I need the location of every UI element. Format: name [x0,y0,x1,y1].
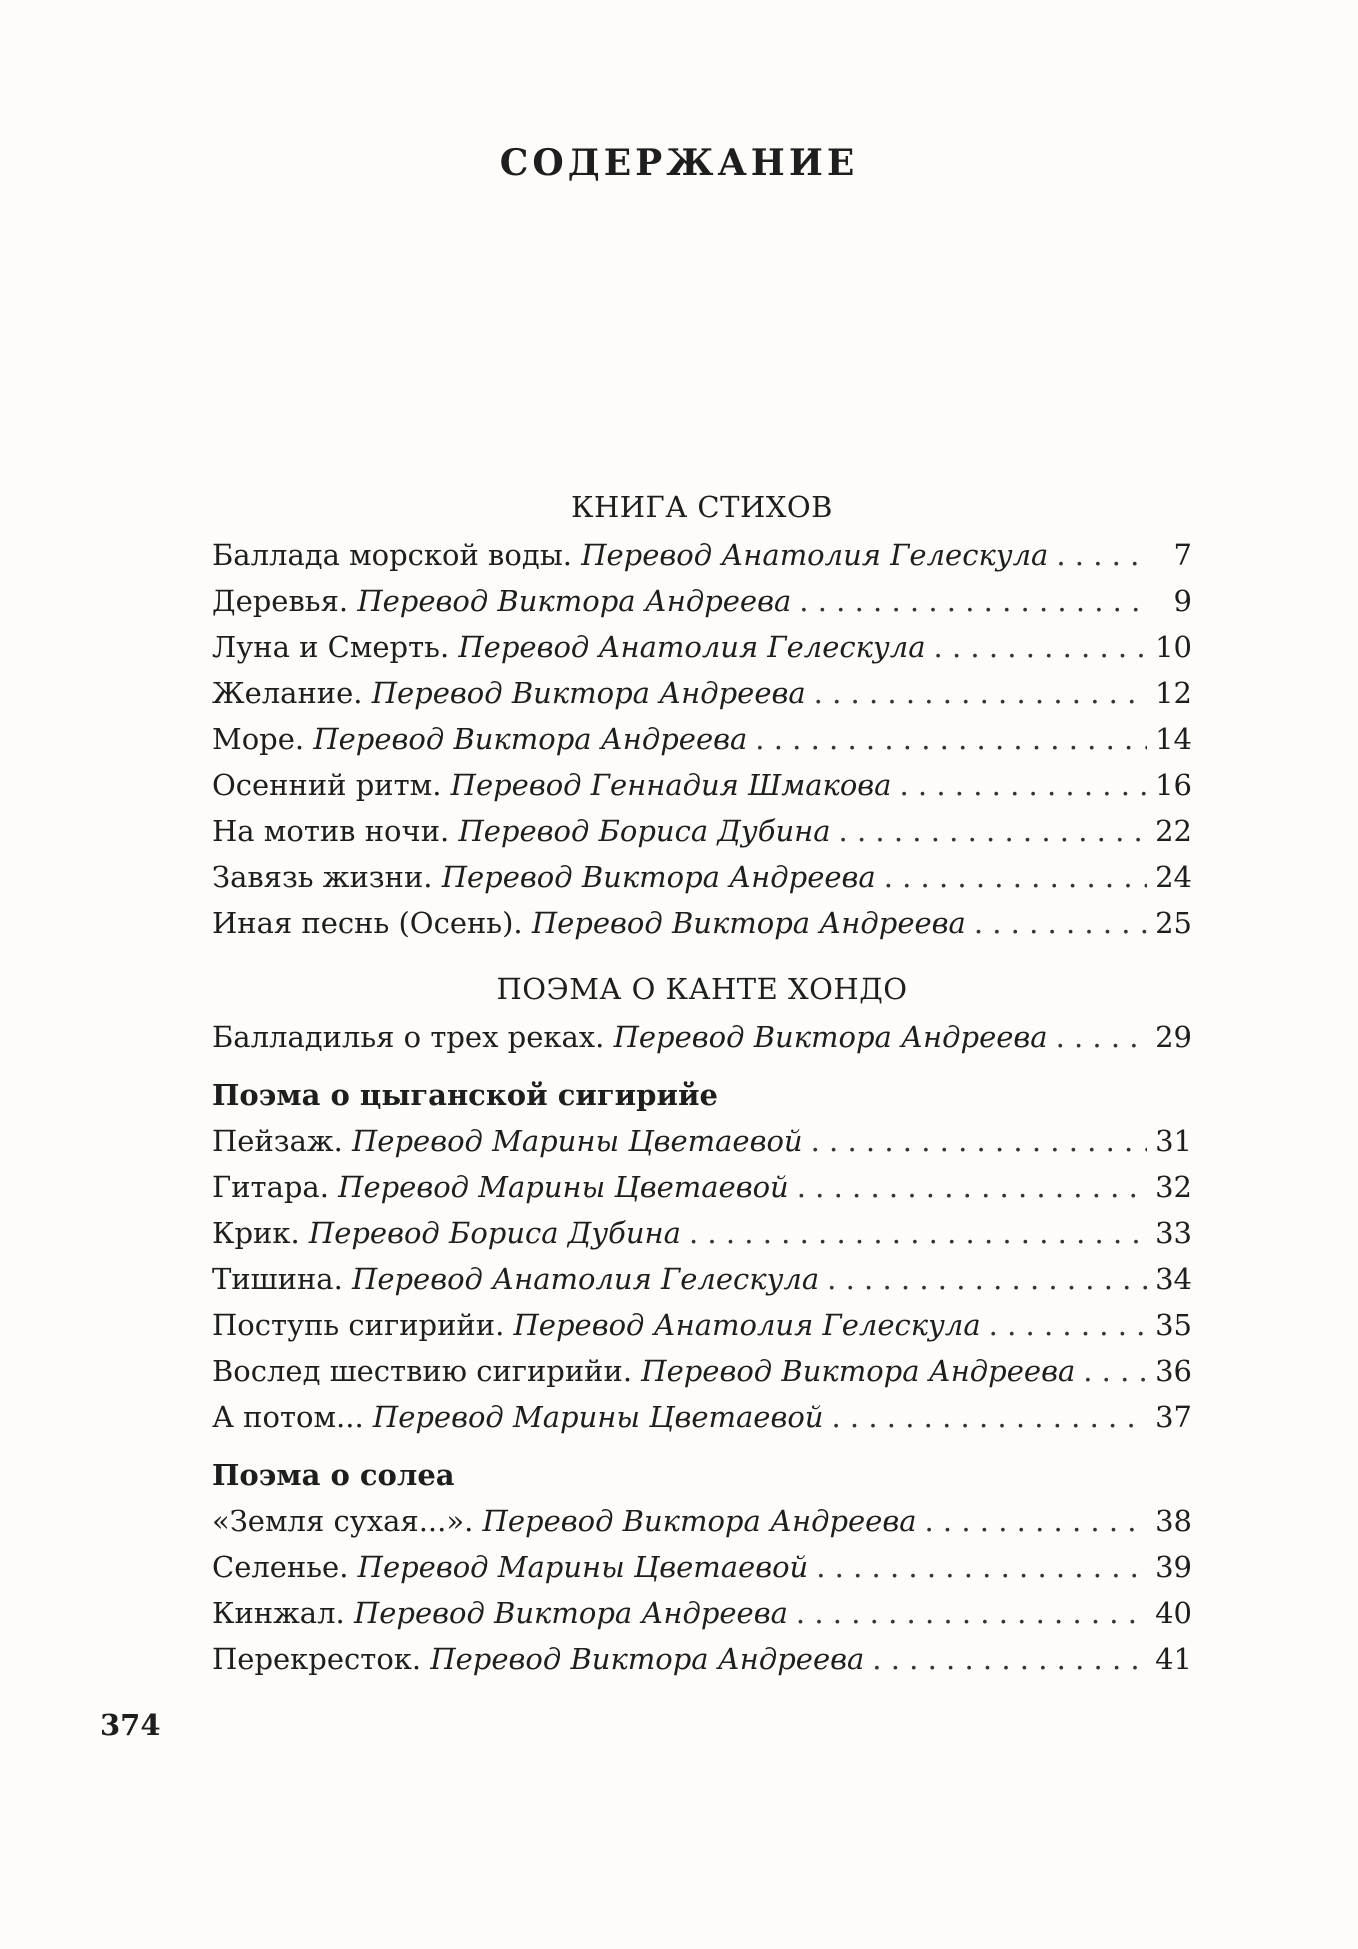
entry-title: Осенний ритм. [212,768,442,802]
entry-page-number: 29 [1155,1020,1192,1054]
entry-page-number: 31 [1155,1124,1192,1158]
entry-translator: Перевод Марины Цветаевой [352,1124,803,1158]
dot-leader [796,1590,1147,1636]
dot-leader [831,1394,1147,1440]
dot-leader [839,808,1148,854]
entry-title: Деревья. [212,584,349,618]
entry-title: Балладилья о трех реках. [212,1020,605,1054]
entry-title: Крик. [212,1216,300,1250]
entry-title: Баллада морской воды. [212,538,572,572]
entry-title: Кинжал. [212,1596,345,1630]
entry-translator: Перевод Виктора Андреева [531,906,966,940]
entry-translator: Перевод Бориса Дубина [458,814,831,848]
toc-entry[interactable] [212,808,1192,854]
entry-page-number: 10 [1155,630,1192,664]
toc-entry[interactable] [212,670,1192,716]
dot-leader [1056,532,1148,578]
entry-page-number: 16 [1155,768,1192,802]
section-gap [212,946,1192,964]
toc-entry[interactable] [212,1498,1192,1544]
entry-translator: Перевод Виктора Андреева [371,676,806,710]
toc-entry[interactable] [212,1256,1192,1302]
entry-translator: Перевод Анатолия Гелескула [581,538,1049,572]
entry-title: «Земля сухая...». [212,1504,474,1538]
entry-translator: Перевод Марины Цветаевой [357,1550,809,1584]
entry-translator: Перевод Виктора Андреева [482,1504,917,1538]
entry-page-number: 37 [1155,1400,1192,1434]
toc-entry[interactable] [212,532,1192,578]
folio-page-number: 374 [100,1708,161,1742]
dot-leader [974,900,1147,946]
entry-title: На мотив ночи. [212,814,450,848]
dot-leader [1056,1014,1148,1060]
dot-leader [816,1544,1147,1590]
entry-title: Пейзаж. [212,1124,343,1158]
toc-entry[interactable] [212,578,1192,624]
dot-leader [989,1302,1147,1348]
entry-page-number: 35 [1155,1308,1192,1342]
entry-translator: Перевод Виктора Андреева [313,722,748,756]
entry-page-number: 9 [1173,584,1192,618]
entry-page-number: 34 [1155,1262,1192,1296]
entry-page-number: 36 [1155,1354,1192,1388]
toc-entry[interactable] [212,1302,1192,1348]
toc-entry[interactable] [212,1394,1192,1440]
entry-translator: Перевод Виктора Андреева [641,1354,1076,1388]
dot-leader [884,854,1147,900]
entry-page-number: 38 [1155,1504,1192,1538]
dot-leader [1083,1348,1147,1394]
entry-translator: Перевод Геннадия Шмакова [450,768,892,802]
dot-leader [797,1164,1147,1210]
page-title: СОДЕРЖАНИЕ [499,142,859,184]
toc-entry[interactable] [212,1348,1192,1394]
entry-translator: Перевод Виктора Андреева [441,860,876,894]
dot-leader [811,1118,1148,1164]
toc-entry[interactable] [212,1014,1192,1060]
entry-page-number: 14 [1155,722,1192,756]
entry-title: Луна и Смерть. [212,630,450,664]
toc-entry[interactable] [212,900,1192,946]
entry-page-number: 41 [1155,1642,1192,1676]
entry-page-number: 32 [1155,1170,1192,1204]
entry-translator: Перевод Виктора Андреева [613,1020,1048,1054]
dot-leader [872,1636,1147,1682]
entry-title: А потом... [212,1400,364,1434]
entry-title: Желание. [212,676,363,710]
subsection-heading-solea: Поэма о солеа [212,1458,455,1492]
toc-entry[interactable] [212,1590,1192,1636]
entry-page-number: 7 [1173,538,1192,572]
dot-leader [799,578,1148,624]
entry-translator: Перевод Анатолия Гелескула [513,1308,981,1342]
entry-title: Завязь жизни. [212,860,433,894]
entry-page-number: 24 [1155,860,1192,894]
entry-translator: Перевод Марины Цветаевой [338,1170,789,1204]
entry-title: Море. [212,722,305,756]
entry-translator: Перевод Марины Цветаевой [372,1400,824,1434]
entry-page-number: 33 [1155,1216,1192,1250]
dot-leader [814,670,1147,716]
entry-page-number: 39 [1155,1550,1192,1584]
section-heading-kniga-stikhov: КНИГА СТИХОВ [571,490,833,524]
entry-title: Иная песнь (Осень). [212,906,523,940]
entry-translator: Перевод Виктора Андреева [353,1596,788,1630]
section-heading-poema-o-kante-khondo: ПОЭМА О КАНТЕ ХОНДО [496,972,908,1006]
toc-entry[interactable] [212,762,1192,808]
dot-leader [827,1256,1147,1302]
entry-translator: Перевод Анатолия Гелескула [458,630,926,664]
entry-title: Тишина. [212,1262,343,1296]
entry-title: Перекресток. [212,1642,422,1676]
entry-title: Селенье. [212,1550,349,1584]
entry-translator: Перевод Виктора Андреева [357,584,792,618]
entry-page-number: 12 [1155,676,1192,710]
toc-entry[interactable] [212,854,1192,900]
entry-translator: Перевод Виктора Андреева [430,1642,865,1676]
toc-entry[interactable] [212,1636,1192,1682]
subsection-heading-siguiriya: Поэма о цыганской сигирийе [212,1078,718,1112]
entry-page-number: 22 [1155,814,1192,848]
dot-leader [755,716,1147,762]
entry-title: Поступь сигирийи. [212,1308,505,1342]
toc-entry[interactable] [212,1118,1192,1164]
toc-entry[interactable] [212,1544,1192,1590]
table-of-contents [212,482,1192,1682]
toc-entry[interactable] [212,1210,1192,1256]
dot-leader [934,624,1148,670]
dot-leader [689,1210,1147,1256]
toc-entry[interactable] [212,624,1192,670]
entry-page-number: 40 [1155,1596,1192,1630]
entry-translator: Перевод Бориса Дубина [308,1216,681,1250]
entry-title: Гитара. [212,1170,329,1204]
toc-entry[interactable] [212,1164,1192,1210]
entry-translator: Перевод Анатолия Гелескула [352,1262,820,1296]
toc-entry[interactable] [212,716,1192,762]
entry-page-number: 25 [1155,906,1192,940]
dot-leader [925,1498,1148,1544]
entry-title: Вослед шествию сигирийи. [212,1354,633,1388]
dot-leader [899,762,1147,808]
